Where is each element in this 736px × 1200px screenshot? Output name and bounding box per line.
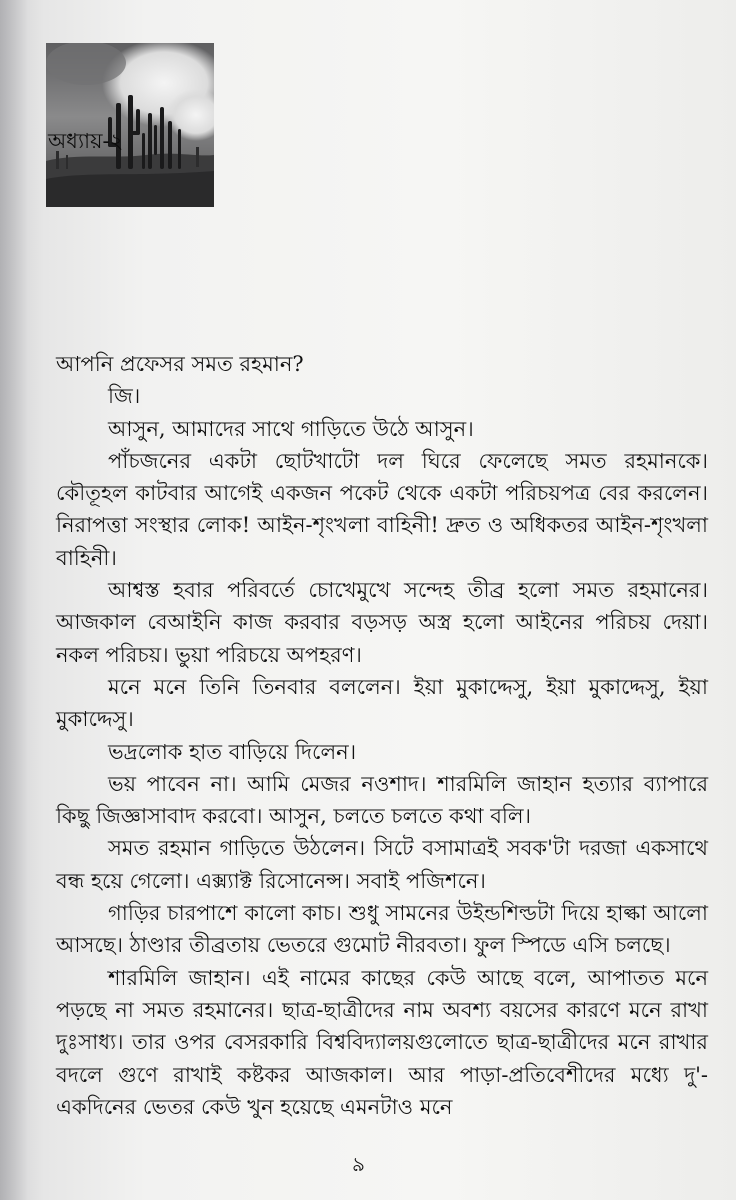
paragraph: আশ্বস্ত হবার পরিবর্তে চোখেমুখে সন্দেহ তীব্র হলো সমত রহমানের। আজকাল বেআইনি কাজ করবার বড়সড় অস্ত্র হলো আইনের পরিচয় দেয়া। নকল পরিচয়। ভুয়া পরিচয়ে অপহরণ। [56, 578, 708, 667]
paragraph: আসুন, আমাদের সাথে গাড়িতে উঠে আসুন। [108, 416, 474, 441]
paragraph: ভয় পাবেন না। আমি মেজর নওশাদ। শারমিলি জাহান হত্যার ব্যাপারে কিছু জিজ্ঞাসাবাদ করবো। আসুন, চলতে চলতে কথা বলি। [56, 771, 708, 829]
paragraph: আপনি প্রফেসর সমত রহমান? [56, 352, 304, 376]
paragraph: ভদ্রলোক হাত বাড়িয়ে দিলেন। [108, 739, 357, 764]
page-number: ৯ [352, 1152, 365, 1176]
paragraph: পাঁচজনের একটা ছোটখাটো দল ঘিরে ফেলেছে সমত রহমানকে। কৌতূহল কাটবার আগেই একজন পকেট থেকে একটা পরিচয়পত্র বের করলেন। নিরাপত্তা সংস্থার লোক! আইন-শৃংখলা বাহিনী! দ্রুত ও অধিকতর আইন-শৃংখলা বাহিনী। [56, 448, 708, 570]
page-spine-shadow [0, 0, 28, 1200]
body-text [56, 348, 708, 1123]
paragraph: মনে মনে তিনি তিনবার বললেন। ইয়া মুকাদ্দেসু, ইয়া মুকাদ্দেসু, ইয়া মুকাদ্দেসু। [56, 674, 708, 732]
paragraph: গাড়ির চারপাশে কালো কাচ। শুধু সামনের উইন্ডশিল্ডটা দিয়ে হাল্কা আলো আসছে। ঠাণ্ডার তীব্রতায় ভেতরে গুমোট নীরবতা। ফুল স্পিডে এসি চলছে। [56, 901, 708, 958]
chapter-title: অধ্যায়-২ [48, 129, 124, 153]
chapter-header-image [46, 43, 214, 207]
paragraph: শারমিলি জাহান। এই নামের কাছের কেউ আছে বলে, আপাতত মনে পড়ছে না সমত রহমানের। ছাত্র-ছাত্রীদের নাম অবশ্য বয়সের কারণে মনে রাখা দুঃসাধ্য। তার ওপর বেসরকারি বিশ্ববিদ্যালয়গুলোতে ছাত্র-ছাত্রীদের মনে রাখার বদলে গুণে রাখাই কষ্টকর আজকাল। আর পাড়া-প্রতিবেশীদের মধ্যে দু'-একদিনের ভেতর কেউ খুন হয়েছে এমনটাও মনে [56, 965, 708, 1119]
paragraph: সমত রহমান গাড়িতে উঠলেন। সিটে বসামাত্রই সবক'টা দরজা একসাথে বন্ধ হয়ে গেলো। এক্স্যাক্ট রিসোনেন্স। সবাই পজিশনে। [56, 836, 708, 893]
paragraph: জি। [108, 384, 141, 409]
